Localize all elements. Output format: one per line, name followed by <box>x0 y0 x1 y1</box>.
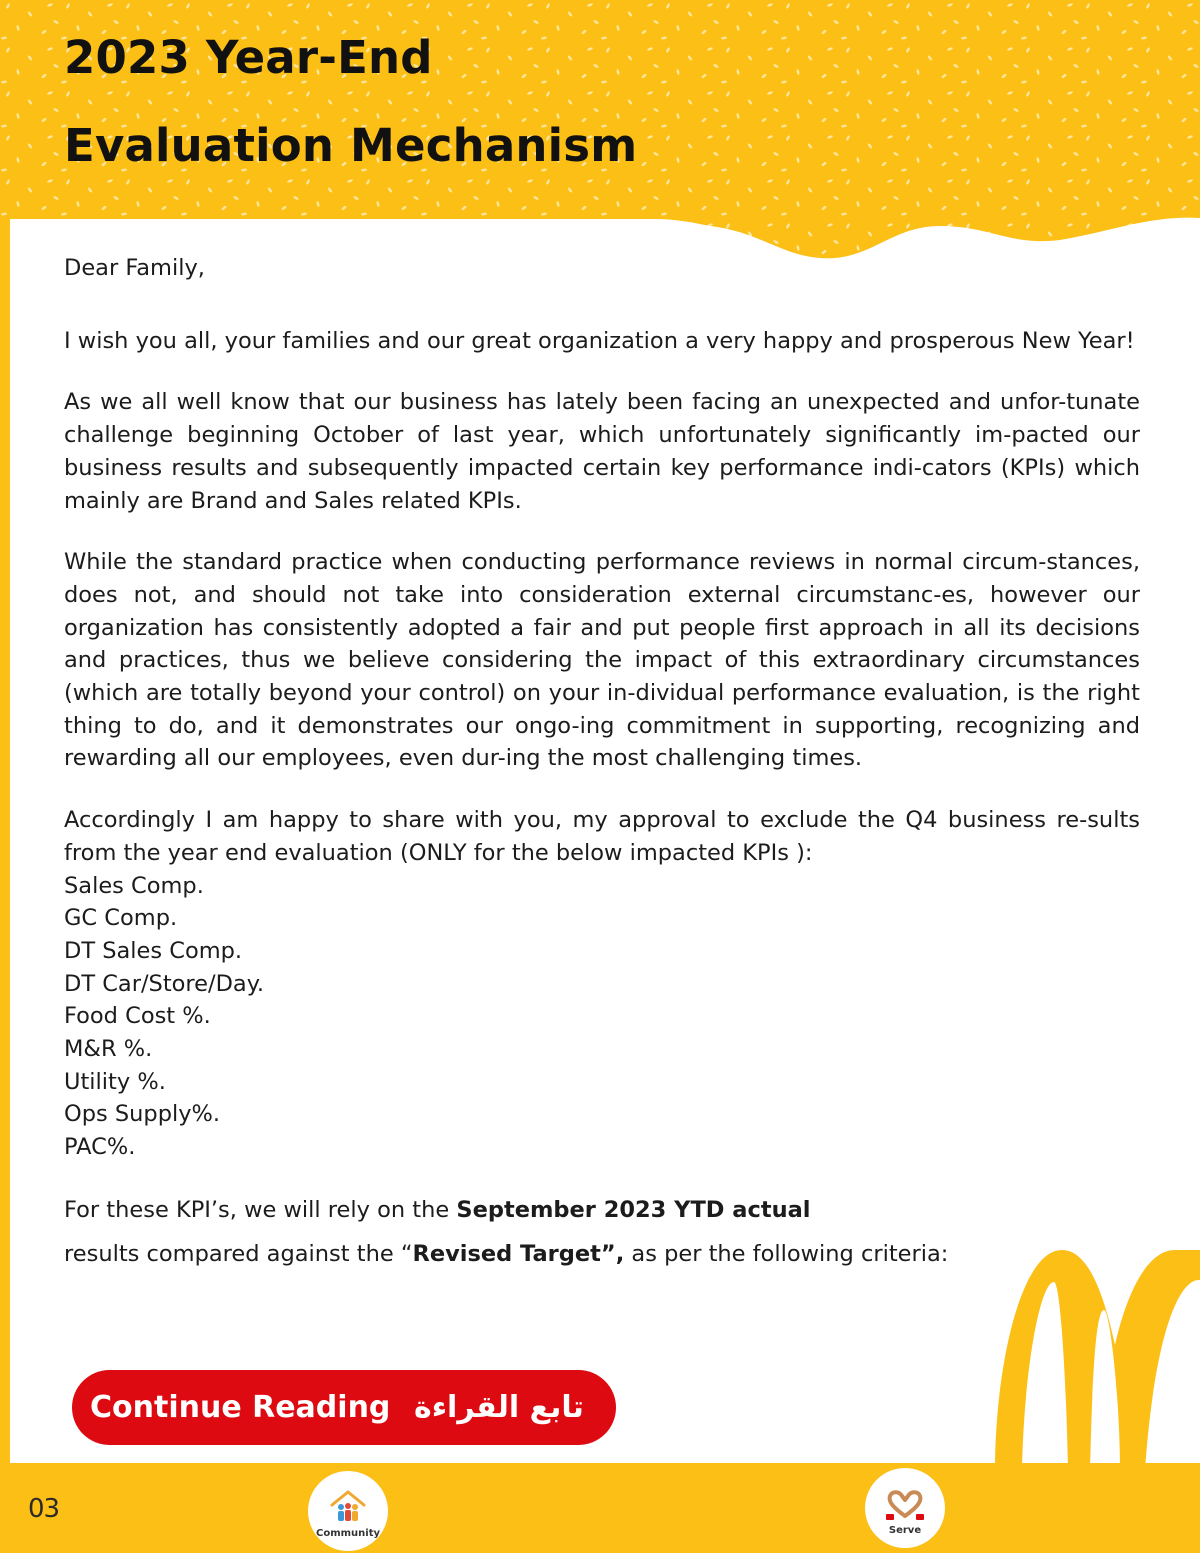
header-banner <box>0 0 1200 270</box>
serve-badge <box>865 1468 945 1548</box>
criteria-intro <box>64 1188 1140 1276</box>
golden-arches-logo <box>980 1230 1200 1470</box>
heart-hands-icon <box>882 1488 928 1522</box>
criteria-line-1-emphasis: September 2023 YTD actual <box>456 1196 811 1223</box>
kpi-item: M&R %. <box>64 1036 153 1063</box>
page-title <box>64 14 637 190</box>
kpi-item: GC Comp. <box>64 905 178 932</box>
continue-reading-label: Continue Reading <box>90 1390 391 1425</box>
criteria-line-2-text: results compared against the “ <box>64 1240 413 1267</box>
kpi-item: DT Car/Store/Day. <box>64 970 264 997</box>
community-badge <box>308 1471 388 1551</box>
house-people-icon <box>328 1489 368 1525</box>
serve-label: Serve <box>888 1525 922 1536</box>
continue-reading-button[interactable] <box>72 1370 616 1445</box>
criteria-line-2-suffix: as per the following criteria: <box>624 1240 949 1267</box>
kpi-list <box>64 870 1140 1164</box>
kpi-item: Food Cost %. <box>64 1003 211 1030</box>
criteria-line-2 <box>64 1232 1140 1276</box>
kpi-item: Ops Supply%. <box>64 1101 221 1128</box>
letter-body <box>64 252 1140 1276</box>
community-label: Community <box>315 1528 380 1539</box>
title-line-1: 2023 Year-End <box>64 31 433 84</box>
kpi-item: DT Sales Comp. <box>64 937 243 964</box>
continue-reading-label-arabic: تابع القراءة <box>414 1390 584 1425</box>
kpi-item: Utility %. <box>64 1068 166 1095</box>
paragraph-challenge: As we all well know that our business has lately been facing an unexpected and unfor-tunate challenge beginning October of last year, which unfortunately significantly im-pacted our business results and subsequently impacted certain key performance indi-cators (KPIs) which mainly are Brand and Sales related KPIs. <box>64 389 1140 514</box>
page-number: 03 <box>28 1494 60 1524</box>
footer-bar <box>0 1463 1200 1553</box>
criteria-line-1-text: For these KPI’s, we will rely on the <box>64 1196 457 1223</box>
paragraph-greeting: I wish you all, your families and our great organization a very happy and prosperous New Year! <box>64 327 1135 354</box>
kpi-item: PAC%. <box>64 1134 136 1161</box>
kpi-item: Sales Comp. <box>64 872 204 899</box>
criteria-line-2-emphasis: Revised Target”, <box>412 1240 625 1267</box>
criteria-line-1 <box>64 1188 1140 1232</box>
salutation: Dear Family, <box>64 255 205 281</box>
paragraph-approach: While the standard practice when conducting performance reviews in normal circum-stances, does not, and should not take into consideration external circumstanc-es, however our organization has consistently adopted a fair and put people first approach in all its decisions and practices, thus we believe considering the impact of this extraordinary circumstances (which are totally beyond your control) on your in-dividual performance evaluation, is the right thing to do, and it demonstrates our ongo-ing commitment in supporting, recognizing and rewarding all our employees, even dur-ing the most challenging times. <box>64 549 1140 772</box>
title-line-2: Evaluation Mechanism <box>64 119 638 172</box>
paragraph-approval: Accordingly I am happy to share with you, my approval to exclude the Q4 business re-sults from the year end evaluation (ONLY for the below impacted KPIs ): <box>64 807 1140 866</box>
